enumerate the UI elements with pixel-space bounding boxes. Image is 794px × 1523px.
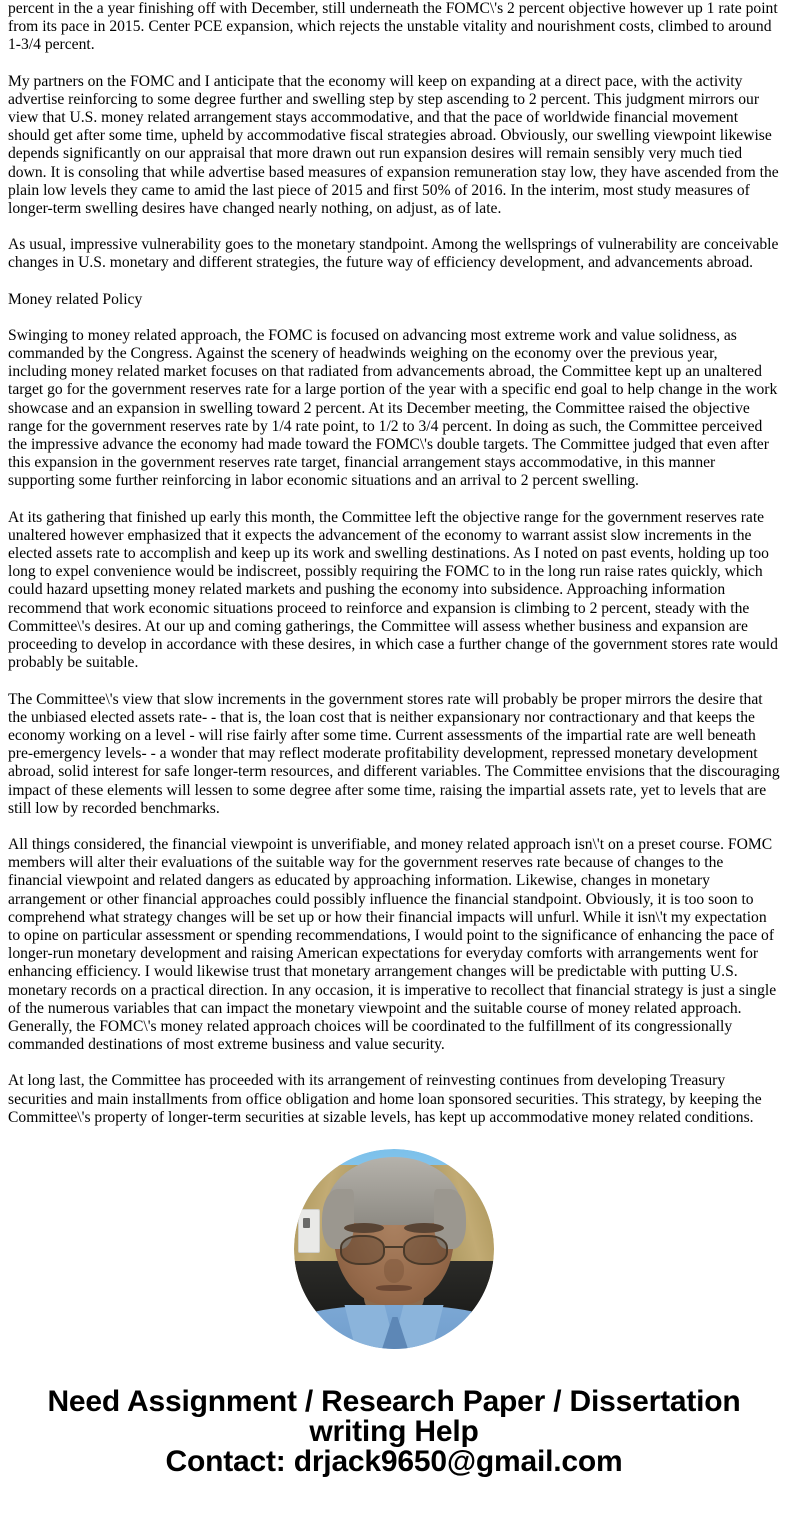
paragraph-7: The Committee\'s view that slow increments in the government stores rate will probably be proper mirrors the desire that the unbiased elected assets rate- - that is, the loan cost that is neither expansionary nor contractionary and that keeps the economy working on a level - will rise fairly after some time. Current assessments of the impartial rate are well beneath pre-emergency levels- - a wonder that may reflect moderate profitability development, repressed monetary development abroad, solid interest for safe longer-term resources, and different variables. The Committee envisions that the discouraging impact of these elements will lessen to some degree after some time, raising the impartial assets rate, yet to levels that are still low by recorded benchmarks. — [8, 690, 780, 817]
avatar — [294, 1149, 494, 1349]
promo-contact[interactable]: Contact: drjack9650@gmail.com — [165, 1444, 623, 1478]
photo-nose — [384, 1259, 404, 1283]
photo-mouth — [376, 1285, 412, 1291]
promo-headline: Need Assignment / Research Paper / Dissertation writing Help — [47, 1384, 741, 1448]
photo-eyebrow-left — [344, 1223, 384, 1233]
paragraph-8: All things considered, the financial viewpoint is unverifiable, and money related approach isn\'t on a preset course. FOMC members will alter their evaluations of the suitable way for the government reserves rate because of changes to the financial viewpoint and related dangers as educated by approaching information. Likewise, changes in monetary arrangement or other financial approaches could possibly influence the financial standpoint. Obviously, it is too soon to comprehend what strategy changes will be set up or how their financial impacts will unfurl. While it isn\'t my expectation to opine on particular assessment or spending recommendations, I would point to the significance of enhancing the pace of longer-run monetary development and raising American expectations for everyday comforts with arrangements went for enhancing efficiency. I would likewise trust that monetary arrangement changes will be predictable with putting U.S. monetary records on a practical direction. In any occasion, it is imperative to recollect that financial strategy is just a single of the numerous variables that can impact the monetary viewpoint and the suitable course of money related approach. Generally, the FOMC\'s money related approach choices will be coordinated to the fulfillment of its congressionally commanded destinations of most extreme business and value security. — [8, 835, 777, 1054]
section-heading-monetary-policy: Money related Policy — [8, 290, 143, 308]
avatar-container — [8, 1149, 780, 1349]
paragraph-1: percent in the a year finishing off with December, still underneath the FOMC\'s 2 percent objective however up 1 rate point from its pace in 2015. Center PCE expansion, which rejects the unstable vitality and nourishment costs, climbed to around 1-3/4 percent. — [8, 0, 778, 54]
photo-lens-right — [403, 1235, 448, 1265]
portrait-photo — [294, 1149, 494, 1349]
paragraph-9: At long last, the Committee has proceeded with its arrangement of reinvesting continues from developing Treasury securities and main installments from office obligation and home loan sponsored securities. This strategy, by keeping the Committee\'s property of longer-term securities at sizable levels, has kept up accommodative money related conditions. — [8, 1072, 762, 1126]
photo-eyebrow-right — [404, 1223, 444, 1233]
photo-wall-switch — [298, 1209, 320, 1253]
paragraph-3: As usual, impressive vulnerability goes to the monetary standpoint. Among the wellsprings of vulnerability are conceivable changes in U.S. monetary and different strategies, the future way of efficiency development, and advancements abroad. — [8, 236, 779, 272]
promo-footer — [8, 1384, 780, 1478]
paragraph-6: At its gathering that finished up early this month, the Committee left the objective range for the government reserves rate unaltered however emphasized that it expects the advancement of the economy to warrant assist slow increments in the elected assets rate to accomplish and keep up its work and swelling destinations. As I noted on past events, holding up too long to expel convenience would be indiscreet, possibly requiring the FOMC to in the long run raise rates quickly, which could hazard upsetting money related markets and pushing the economy into subsidence. Approaching information recommend that work economic situations proceed to reinforce and expansion is climbing to 2 percent, steady with the Committee\'s desires. At our up and coming gatherings, the Committee will assess whether business and expansion are proceeding to develop in accordance with these desires, in which case a further change of the government stores rate would probably be suitable. — [8, 508, 778, 672]
paragraph-5: Swinging to money related approach, the FOMC is focused on advancing most extreme work and value solidness, as commanded by the Congress. Against the scenery of headwinds weighing on the economy over the previous year, including money related market focuses on that radiated from advancements abroad, the Committee kept up an unaltered target go for the government reserves rate for a large portion of the year with a specific end goal to help change in the work showcase and an expansion in swelling toward 2 percent. At its December meeting, the Committee raised the objective range for the government reserves rate by 1/4 rate point, to 1/2 to 3/4 percent. In doing as such, the Committee perceived the impressive advance the economy had made toward the FOMC\'s double targets. The Committee judged that even after this expansion in the government reserves rate target, financial arrangement stays accommodative, in this manner supporting some further reinforcing in labor economic situations and an arrival to 2 percent swelling. — [8, 326, 778, 490]
paragraph-2: My partners on the FOMC and I anticipate that the economy will keep on expanding at a direct pace, with the activity advertise reinforcing to some degree further and swelling step by step ascending to 2 percent. This judgment mirrors our view that U.S. money related arrangement stays accommodative, and that the pace of worldwide financial movement should get after some time, upheld by accommodative fiscal strategies abroad. Obviously, our swelling viewpoint likewise depends significantly on our appraisal that more drawn out run expansion desires will remain sensibly very much tied down. It is consoling that while advertise based measures of expansion remuneration stay low, they have ascended from the plain low levels they came to amid the last piece of 2015 and first 50% of 2016. In the interim, most study measures of longer-term swelling desires have changed nearly nothing, on adjust, as of late. — [8, 72, 779, 218]
photo-lens-left — [340, 1235, 385, 1265]
photo-glasses-bridge — [385, 1246, 402, 1248]
